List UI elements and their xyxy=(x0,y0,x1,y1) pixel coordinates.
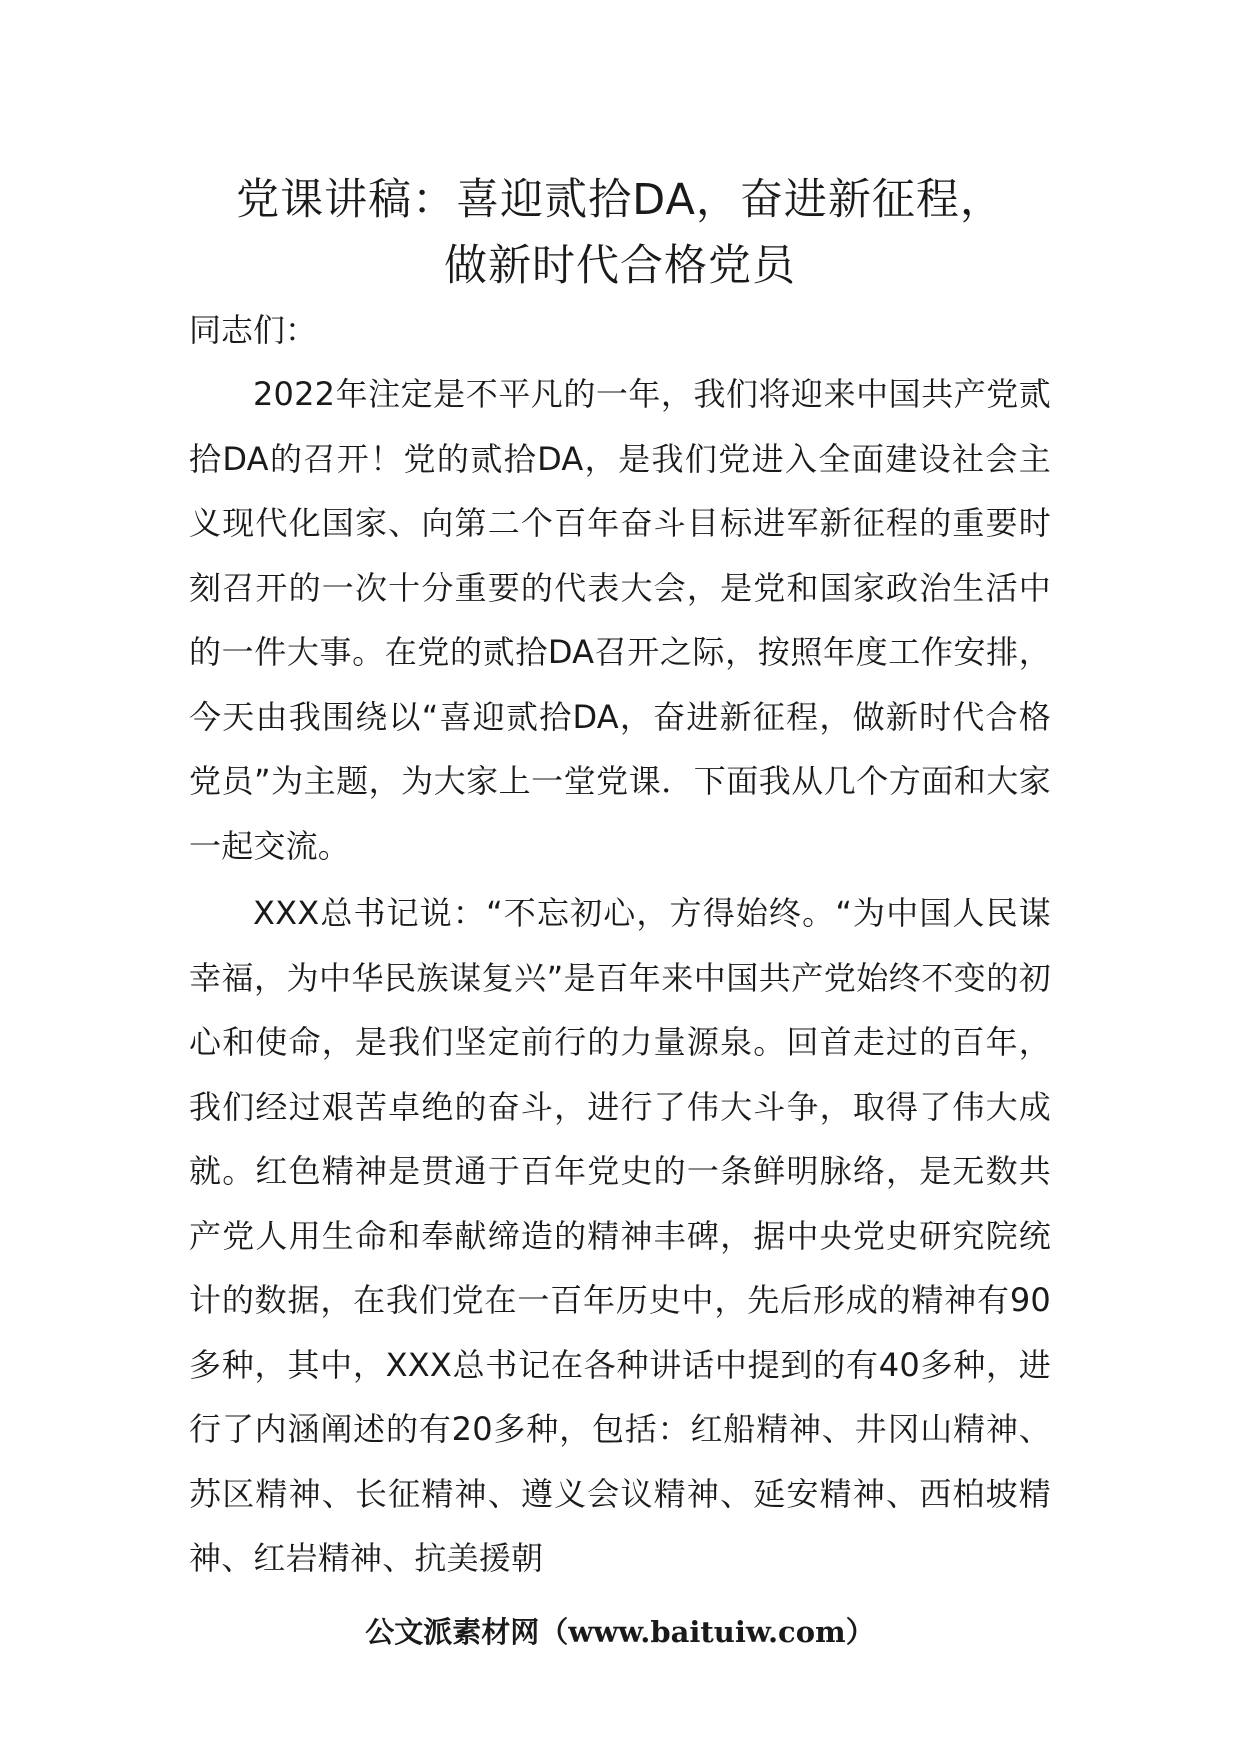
footer-source: 公文派素材网（www.baituiw.com） xyxy=(365,1615,875,1649)
document-title-line-2: 做新时代合格党员 xyxy=(444,241,796,291)
body-paragraph-2: XXX总书记说：“不忘初心，方得始终。“为中国人民谋幸福，为中华民族谋复兴”是百年来中国共产党始终不变的初心和使命，是我们坚定前行的力量源泉。回首走过的百年，我们经过艰苦卓绝的奋斗，进行了伟大斗争，取得了伟大成就。红色精神是贯通于百年党史的一条鲜明脉络，是无数共产党人用生命和奉献缔造的精神丰碑，据中央党史研究院统计的数据，在我们党在一百年历史中，先后形成的精神有90多种，其中，XXX总书记在各种讲话中提到的有40多种，进行了内涵阐述的有20多种，包括：红船精神、井冈山精神、苏区精神、长征精神、遵义会议精神、延安精神、西柏坡精神、红岩精神、抗美援朝 xyxy=(189,894,1051,1577)
body-paragraph-1: 2022年注定是不平凡的一年，我们将迎来中国共产党贰拾DA的召开！党的贰拾DA，是我们党进入全面建设社会主义现代化国家、向第二个百年奋斗目标进军新征程的重要时刻召开的一次十分重要的代表大会，是党和国家政治生活中的一件大事。在党的贰拾DA召开之际，按照年度工作安排，今天由我围绕以“喜迎贰拾DA，奋进新征程，做新时代合格党员”为主题，为大家上一堂党课．下面我从几个方面和大家一起交流。 xyxy=(189,375,1051,865)
document-title-line-1: 党课讲稿：喜迎贰拾DA，奋进新征程， xyxy=(236,175,1004,225)
salutation: 同志们： xyxy=(189,311,318,349)
